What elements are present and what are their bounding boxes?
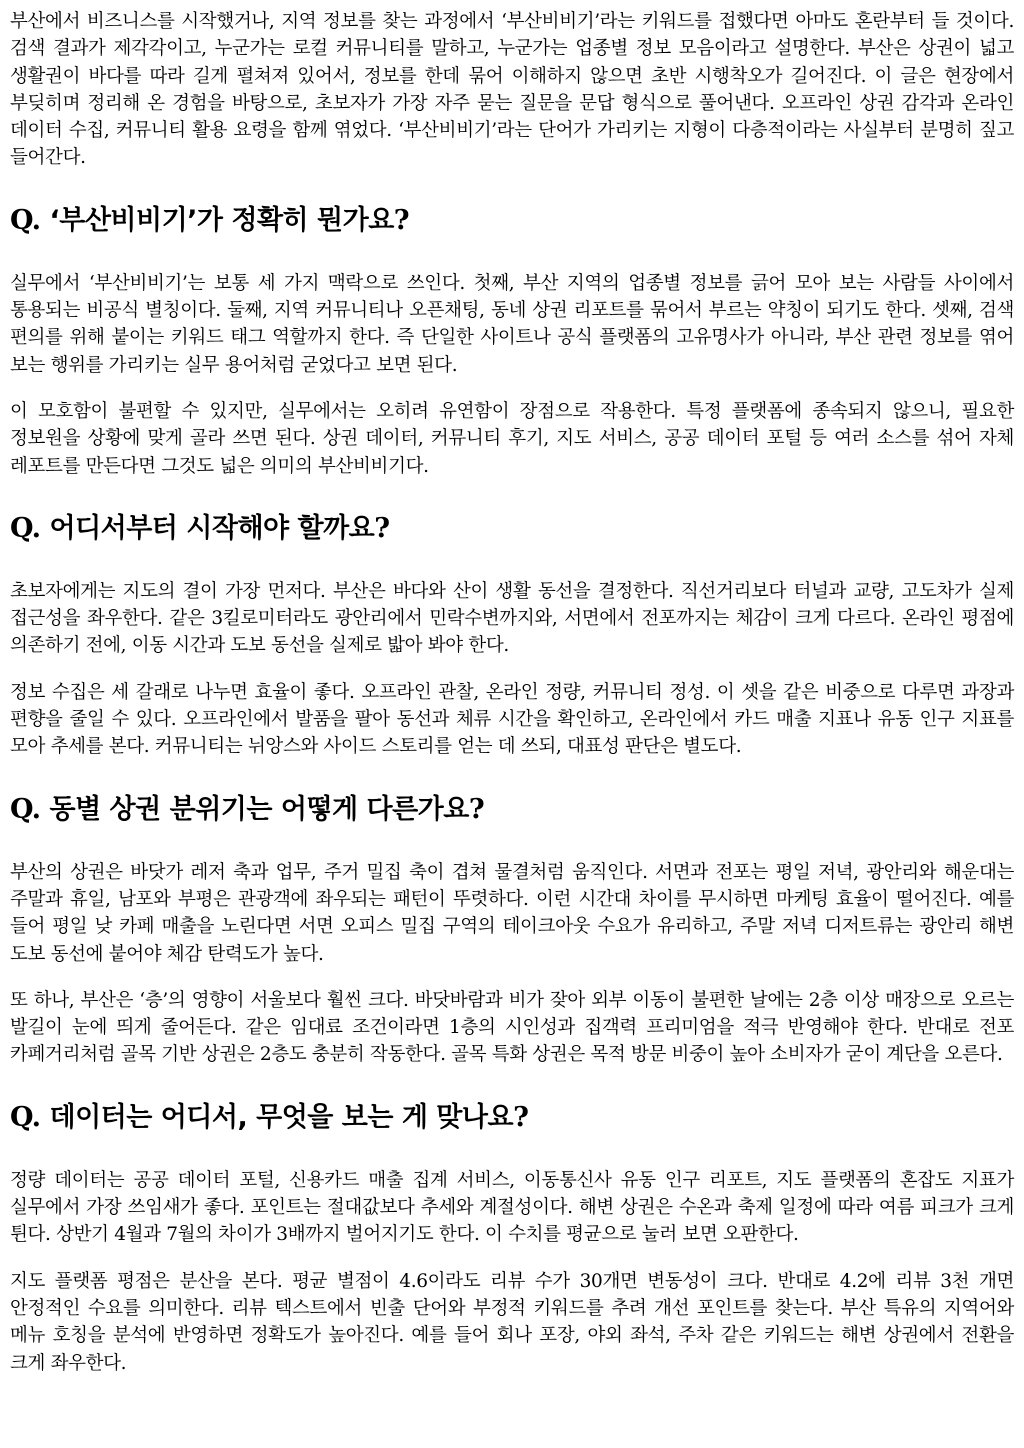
section-heading-text: 동별 상권 분위기는 어떻게 다른가요 (49, 793, 469, 825)
section-heading (10, 792, 1014, 828)
question-prefix: Q. (10, 512, 41, 544)
section-paragraph: 또 하나, 부산은 ‘층’의 영향이 서울보다 훨씬 크다. 바닷바람과 비가 잦아 외부 이동이 불편한 날에는 2층 이상 매장으로 오르는 발길이 눈에 띄게 줄어든다. 같은 임대료 조건이라면 1층의 시인성과 집객력 프리미엄을 적극 반영해야 한다. 반대로 전포 카페거리처럼 골목 기반 상권은 2층도 충분히 작동한다. 골목 특화 상권은 목적 방문 비중이 높아 소비자가 굳이 계단을 오른다. (10, 989, 1014, 1066)
question-mark: ? (374, 512, 390, 544)
question-prefix: Q. (10, 204, 41, 236)
question-mark: ? (513, 1101, 529, 1133)
question-mark: ? (393, 204, 410, 236)
intro-paragraph: 부산에서 비즈니스를 시작했거나, 지역 정보를 찾는 과정에서 ‘부산비비기’라는 키워드를 접했다면 아마도 혼란부터 들 것이다. 검색 결과가 제각각이고, 누군가는 로컬 커뮤니티를 말하고, 누군가는 업종별 정보 모음이라고 설명한다. 부산은 상권이 넓고 생활권이 바다를 따라 길게 펼쳐져 있어서, 정보를 한데 묶어 이해하지 않으면 초반 시행착오가 길어진다. 이 글은 현장에서 부딪히며 정리해 온 경험을 바탕으로, 초보자가 가장 자주 묻는 질문을 문답 형식으로 풀어낸다. 오프라인 상권 감각과 온라인 데이터 수집, 커뮤니티 활용 요령을 함께 엮었다. ‘부산비비기’라는 단어가 가리키는 지형이 다층적이라는 사실부터 분명히 짚고 들어간다. (10, 11, 1014, 169)
section-paragraph: 정량 데이터는 공공 데이터 포털, 신용카드 매출 집계 서비스, 이동통신사 유동 인구 리포트, 지도 플랫폼의 혼잡도 지표가 실무에서 가장 쓰임새가 좋다. 포인트는 절대값보다 추세와 계절성이다. 해변 상권은 수온과 축제 일정에 따라 여름 피크가 크게 튄다. 상반기 4월과 7월의 차이가 3배까지 벌어지기도 한다. 이 수치를 평균으로 눌러 보면 오판한다. (10, 1169, 1014, 1246)
section-heading-text: 어디서부터 시작해야 할까요 (49, 512, 375, 544)
section-heading-text: 데이터는 어디서, 무엇을 보는 게 맞나요 (49, 1101, 514, 1133)
section-paragraph: 초보자에게는 지도의 결이 가장 먼저다. 부산은 바다와 산이 생활 동선을 결정한다. 직선거리보다 터널과 교량, 고도차가 실제 접근성을 좌우한다. 같은 3킬로미터라도 광안리에서 민락수변까지와, 서면에서 전포까지는 체감이 크게 다르다. 온라인 평점에 의존하기 전에, 이동 시간과 도보 동선을 실제로 밟아 봐야 한다. (10, 580, 1014, 657)
question-prefix: Q. (10, 1101, 41, 1133)
section-paragraph: 정보 수집은 세 갈래로 나누면 효율이 좋다. 오프라인 관찰, 온라인 정량, 커뮤니티 정성. 이 셋을 같은 비중으로 다루면 과장과 편향을 줄일 수 있다. 오프라인에서 발품을 팔아 동선과 체류 시간을 확인하고, 온라인에서 카드 매출 지표나 유동 인구 지표를 모아 추세를 본다. 커뮤니티는 뉘앙스와 사이드 스토리를 얻는 데 쓰되, 대표성 판단은 별도다. (10, 681, 1014, 758)
article (10, 0, 1014, 1377)
section-heading (10, 1100, 1014, 1136)
section-paragraph: 이 모호함이 불편할 수 있지만, 실무에서는 오히려 유연함이 장점으로 작용한다. 특정 플랫폼에 종속되지 않으니, 필요한 정보원을 상황에 맞게 골라 쓰면 된다. 상권 데이터, 커뮤니티 후기, 지도 서비스, 공공 데이터 포털 등 여러 소스를 섞어 자체 레포트를 만든다면 그것도 넓은 의미의 부산비비기다. (10, 400, 1014, 477)
question-mark: ? (468, 793, 485, 825)
section-paragraph: 실무에서 ‘부산비비기’는 보통 세 가지 맥락으로 쓰인다. 첫째, 부산 지역의 업종별 정보를 긁어 모아 보는 사람들 사이에서 통용되는 비공식 별칭이다. 둘째, 지역 커뮤니티나 오픈채팅, 동네 상권 리포트를 묶어서 부르는 약칭이 되기도 한다. 셋째, 검색 편의를 위해 붙이는 키워드 태그 역할까지 한다. 즉 단일한 사이트나 공식 플랫폼의 고유명사가 아니라, 부산 관련 정보를 엮어 보는 행위를 가리키는 실무 용어처럼 굳었다고 보면 된다. (10, 272, 1014, 376)
section-heading (10, 511, 1014, 547)
section-heading (10, 203, 1014, 239)
section-paragraph: 지도 플랫폼 평점은 분산을 본다. 평균 별점이 4.6이라도 리뷰 수가 30개면 변동성이 크다. 반대로 4.2에 리뷰 3천 개면 안정적인 수요를 의미한다. 리뷰 텍스트에서 빈출 단어와 부정적 키워드를 추려 개선 포인트를 찾는다. 부산 특유의 지역어와 메뉴 호칭을 분석에 반영하면 정확도가 높아진다. 예를 들어 회나 포장, 야외 좌석, 주차 같은 키워드는 해변 상권에서 전환을 크게 좌우한다. (10, 1270, 1014, 1374)
section-paragraph: 부산의 상권은 바닷가 레저 축과 업무, 주거 밀집 축이 겹쳐 물결처럼 움직인다. 서면과 전포는 평일 저녁, 광안리와 해운대는 주말과 휴일, 남포와 부평은 관광객에 좌우되는 패턴이 뚜렷하다. 이런 시간대 차이를 무시하면 마케팅 효율이 떨어진다. 예를 들어 평일 낮 카페 매출을 노린다면 서면 오피스 밀집 구역의 테이크아웃 수요가 유리하고, 주말 저녁 디저트류는 광안리 해변 도보 동선에 붙어야 체감 탄력도가 높다. (10, 861, 1014, 965)
question-prefix: Q. (10, 793, 41, 825)
section-heading-text: ‘부산비비기’가 정확히 뭔가요 (49, 204, 394, 236)
